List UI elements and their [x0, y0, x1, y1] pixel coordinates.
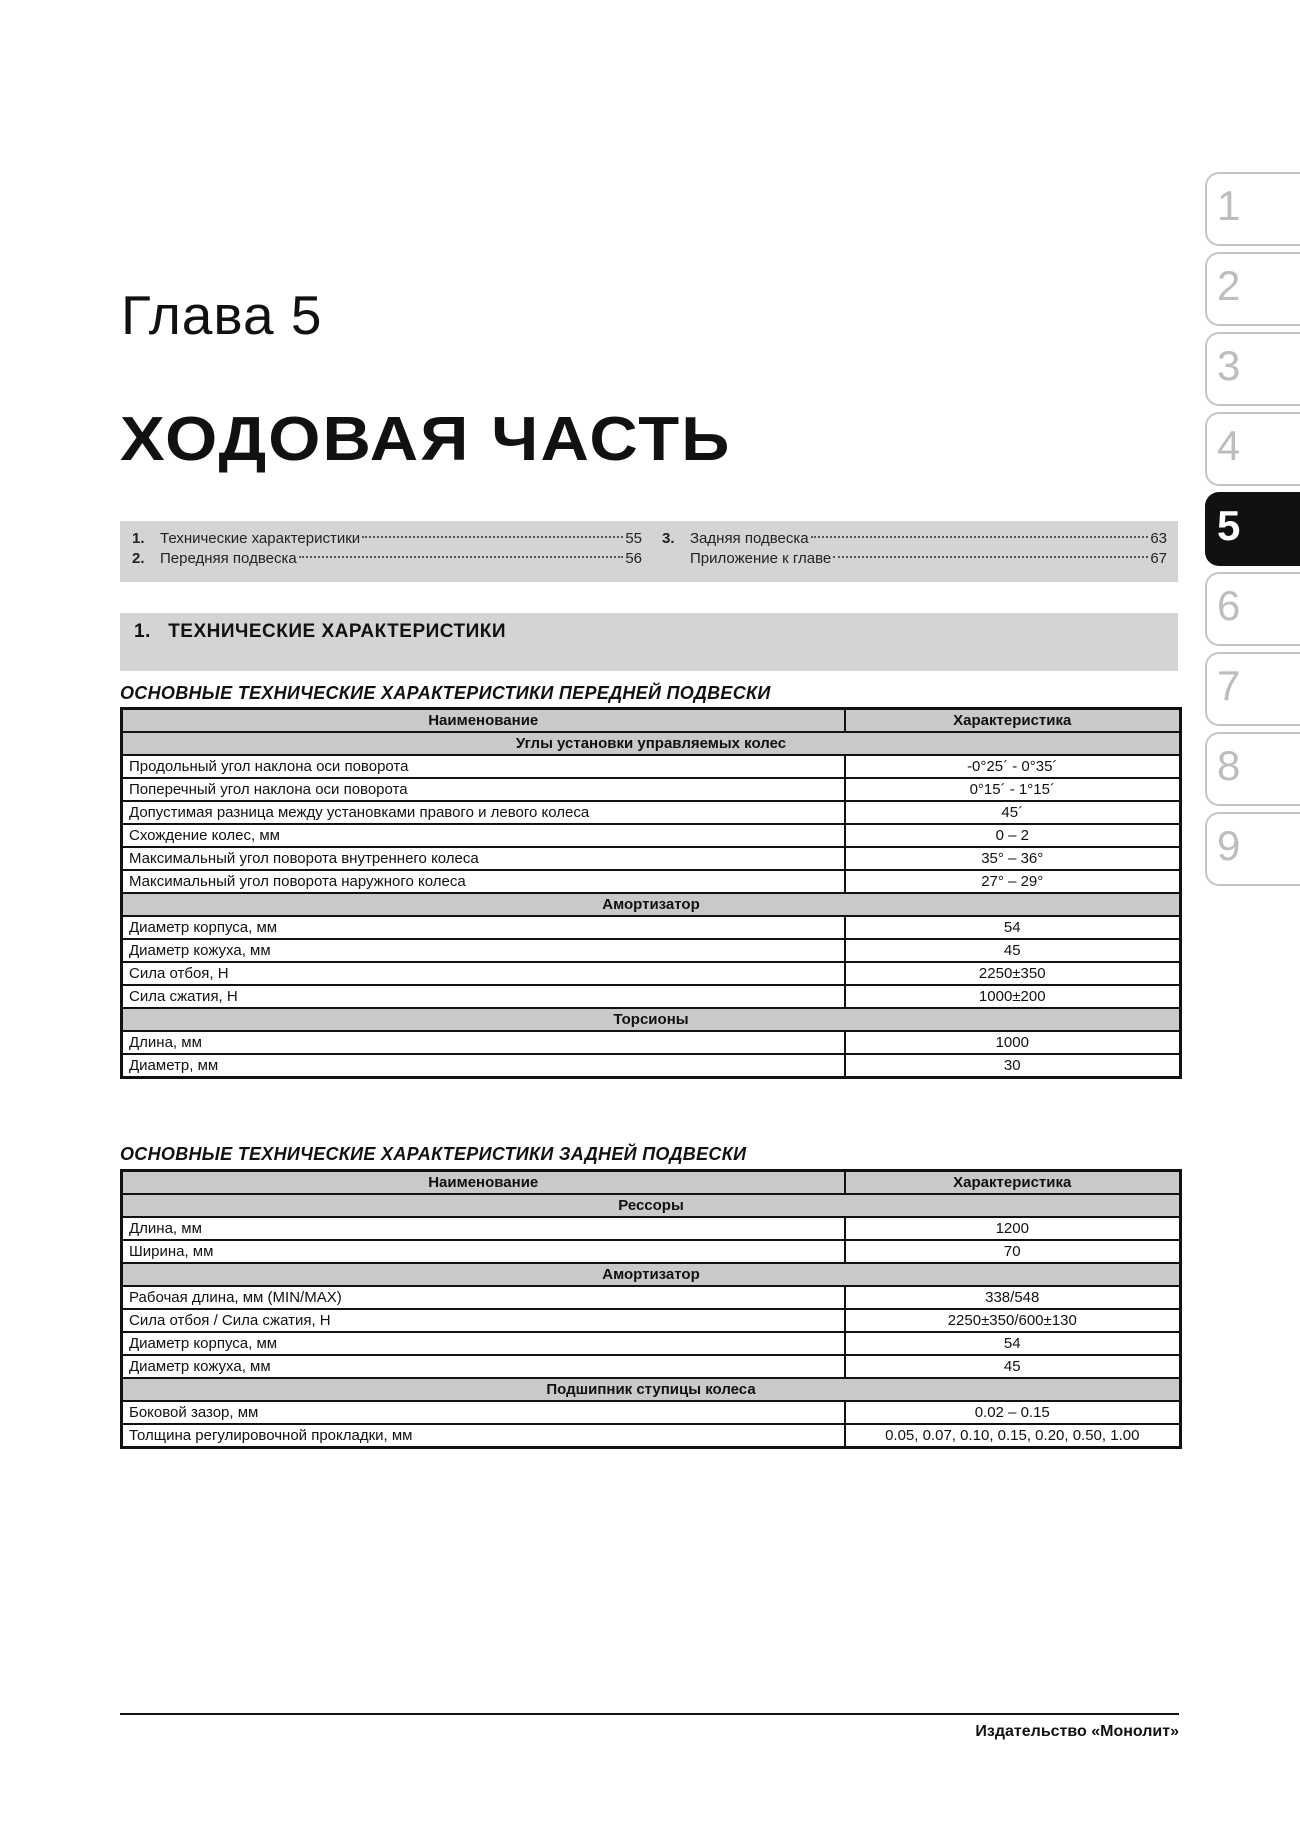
- param-value: 27° – 29°: [845, 870, 1181, 893]
- rear-table-title: ОСНОВНЫЕ ТЕХНИЧЕСКИЕ ХАРАКТЕРИСТИКИ ЗАДНЕЙ ПОДВЕСКИ: [120, 1144, 747, 1164]
- chapter-tab-label: 7: [1217, 662, 1241, 709]
- param-value: 338/548: [845, 1286, 1181, 1309]
- table-row: [122, 1217, 1181, 1240]
- param-name: Длина, мм: [122, 1031, 845, 1054]
- table-row: [122, 962, 1181, 985]
- toc-item-text: Технические характеристики: [160, 530, 361, 547]
- param-value: 54: [845, 1332, 1181, 1355]
- param-value: 30: [845, 1054, 1181, 1078]
- chapter-tab-label: 6: [1217, 582, 1241, 629]
- table-row: [122, 1424, 1181, 1448]
- chapter-tab-label: 5: [1217, 502, 1241, 549]
- toc-item-number: 3.: [662, 530, 675, 547]
- toc-leader-dots: [362, 536, 623, 538]
- param-value: 1000: [845, 1031, 1181, 1054]
- table-row: [122, 985, 1181, 1008]
- param-name: Ширина, мм: [122, 1240, 845, 1263]
- toc-item-page: 67: [1150, 550, 1167, 567]
- table-row: [122, 755, 1181, 778]
- chapter-tab-label: 9: [1217, 822, 1241, 869]
- publisher-name: Издательство «Монолит»: [975, 1723, 1179, 1740]
- section-title: [134, 621, 506, 643]
- chapter-tab-label: 4: [1217, 422, 1241, 469]
- table-row: [122, 1309, 1181, 1332]
- section-title-text: ТЕХНИЧЕСКИЕ ХАРАКТЕРИСТИКИ: [168, 621, 507, 642]
- toc-item[interactable]: [662, 549, 1167, 569]
- table-group-row: [122, 732, 1181, 755]
- param-value: 2250±350: [845, 962, 1181, 985]
- param-name: Рабочая длина, мм (MIN/MAX): [122, 1286, 845, 1309]
- chapter-tab-label: 3: [1217, 342, 1241, 389]
- toc-item[interactable]: [132, 549, 642, 569]
- param-name: Длина, мм: [122, 1217, 845, 1240]
- param-value: 70: [845, 1240, 1181, 1263]
- group-label: Амортизатор: [122, 1263, 1181, 1286]
- table-row: [122, 1332, 1181, 1355]
- front-suspension-table: [120, 707, 1182, 1079]
- table-row: [122, 1286, 1181, 1309]
- param-name: Толщина регулировочной прокладки, мм: [122, 1424, 845, 1448]
- table-row: [122, 870, 1181, 893]
- chapter-tab-1[interactable]: [1205, 172, 1300, 246]
- chapter-tab-4[interactable]: [1205, 412, 1300, 486]
- table-group-row: [122, 1194, 1181, 1217]
- param-name: Диаметр корпуса, мм: [122, 1332, 845, 1355]
- param-name: Сила отбоя, Н: [122, 962, 845, 985]
- param-value: 1000±200: [845, 985, 1181, 1008]
- column-header-name: Наименование: [122, 709, 845, 733]
- table-group-row: [122, 893, 1181, 916]
- param-name: Боковой зазор, мм: [122, 1401, 845, 1424]
- table-header-row: [122, 1171, 1181, 1195]
- chapter-tab-7[interactable]: [1205, 652, 1300, 726]
- param-name: Максимальный угол поворота наружного колеса: [122, 870, 845, 893]
- chapter-tab-label: 2: [1217, 262, 1241, 309]
- table-row: [122, 801, 1181, 824]
- table-group-row: [122, 1378, 1181, 1401]
- rear-suspension-table: [120, 1169, 1182, 1449]
- toc-item-text: Передняя подвеска: [160, 550, 297, 567]
- group-label: Углы установки управляемых колес: [122, 732, 1181, 755]
- chapter-tab-5[interactable]: [1205, 492, 1300, 566]
- chapter-title: ХОДОВАЯ ЧАСТЬ: [120, 405, 732, 474]
- group-label: Подшипник ступицы колеса: [122, 1378, 1181, 1401]
- param-value: 0.05, 0.07, 0.10, 0.15, 0.20, 0.50, 1.00: [845, 1424, 1181, 1448]
- toc-item-page: 56: [625, 550, 642, 567]
- toc-item[interactable]: [662, 529, 1167, 549]
- toc-item-text: Задняя подвеска: [690, 530, 809, 547]
- param-name: Диаметр кожуха, мм: [122, 1355, 845, 1378]
- param-value: 0.02 – 0.15: [845, 1401, 1181, 1424]
- chapter-tab-6[interactable]: [1205, 572, 1300, 646]
- table-row: [122, 1054, 1181, 1078]
- param-name: Схождение колес, мм: [122, 824, 845, 847]
- toc-item[interactable]: [132, 529, 642, 549]
- group-label: Рессоры: [122, 1194, 1181, 1217]
- table-row: [122, 1355, 1181, 1378]
- chapter-tab-8[interactable]: [1205, 732, 1300, 806]
- param-name: Сила сжатия, Н: [122, 985, 845, 1008]
- toc-item-page: 63: [1150, 530, 1167, 547]
- chapter-toc: [120, 521, 1178, 582]
- section-number: 1.: [134, 621, 151, 642]
- param-value: 0°15´ - 1°15´: [845, 778, 1181, 801]
- toc-item-page: 55: [625, 530, 642, 547]
- param-value: 45: [845, 1355, 1181, 1378]
- param-name: Максимальный угол поворота внутреннего колеса: [122, 847, 845, 870]
- table-group-row: [122, 1008, 1181, 1031]
- param-value: 45´: [845, 801, 1181, 824]
- chapter-tab-label: 8: [1217, 742, 1241, 789]
- table-row: [122, 939, 1181, 962]
- table-row: [122, 847, 1181, 870]
- toc-item-text: Приложение к главе: [690, 550, 832, 567]
- param-value: -0°25´ - 0°35´: [845, 755, 1181, 778]
- column-header-value: Характеристика: [845, 1171, 1181, 1195]
- toc-leader-dots: [811, 536, 1149, 538]
- table-row: [122, 1031, 1181, 1054]
- param-name: Допустимая разница между установками правого и левого колеса: [122, 801, 845, 824]
- chapter-tab-2[interactable]: [1205, 252, 1300, 326]
- param-name: Диаметр кожуха, мм: [122, 939, 845, 962]
- table-header-row: [122, 709, 1181, 733]
- table-row: [122, 778, 1181, 801]
- toc-item-number: 2.: [132, 550, 145, 567]
- column-header-value: Характеристика: [845, 709, 1181, 733]
- table-row: [122, 1401, 1181, 1424]
- param-value: 35° – 36°: [845, 847, 1181, 870]
- chapter-label: Глава 5: [121, 284, 323, 346]
- param-value: 45: [845, 939, 1181, 962]
- table-row: [122, 824, 1181, 847]
- table-group-row: [122, 1263, 1181, 1286]
- chapter-tab-9[interactable]: [1205, 812, 1300, 886]
- toc-leader-dots: [833, 556, 1148, 558]
- group-label: Торсионы: [122, 1008, 1181, 1031]
- param-name: Диаметр, мм: [122, 1054, 845, 1078]
- section-header: [120, 613, 1178, 671]
- param-value: 54: [845, 916, 1181, 939]
- toc-leader-dots: [299, 556, 624, 558]
- table-row: [122, 916, 1181, 939]
- param-name: Продольный угол наклона оси поворота: [122, 755, 845, 778]
- param-name: Поперечный угол наклона оси поворота: [122, 778, 845, 801]
- chapter-tab-label: 1: [1217, 182, 1241, 229]
- column-header-name: Наименование: [122, 1171, 845, 1195]
- table-row: [122, 1240, 1181, 1263]
- param-name: Сила отбоя / Сила сжатия, Н: [122, 1309, 845, 1332]
- param-value: 2250±350/600±130: [845, 1309, 1181, 1332]
- group-label: Амортизатор: [122, 893, 1181, 916]
- toc-item-number: 1.: [132, 530, 145, 547]
- param-name: Диаметр корпуса, мм: [122, 916, 845, 939]
- chapter-tab-3[interactable]: [1205, 332, 1300, 406]
- param-value: 0 – 2: [845, 824, 1181, 847]
- param-value: 1200: [845, 1217, 1181, 1240]
- footer-divider: [120, 1713, 1179, 1715]
- front-table-title: ОСНОВНЫЕ ТЕХНИЧЕСКИЕ ХАРАКТЕРИСТИКИ ПЕРЕДНЕЙ ПОДВЕСКИ: [120, 683, 771, 703]
